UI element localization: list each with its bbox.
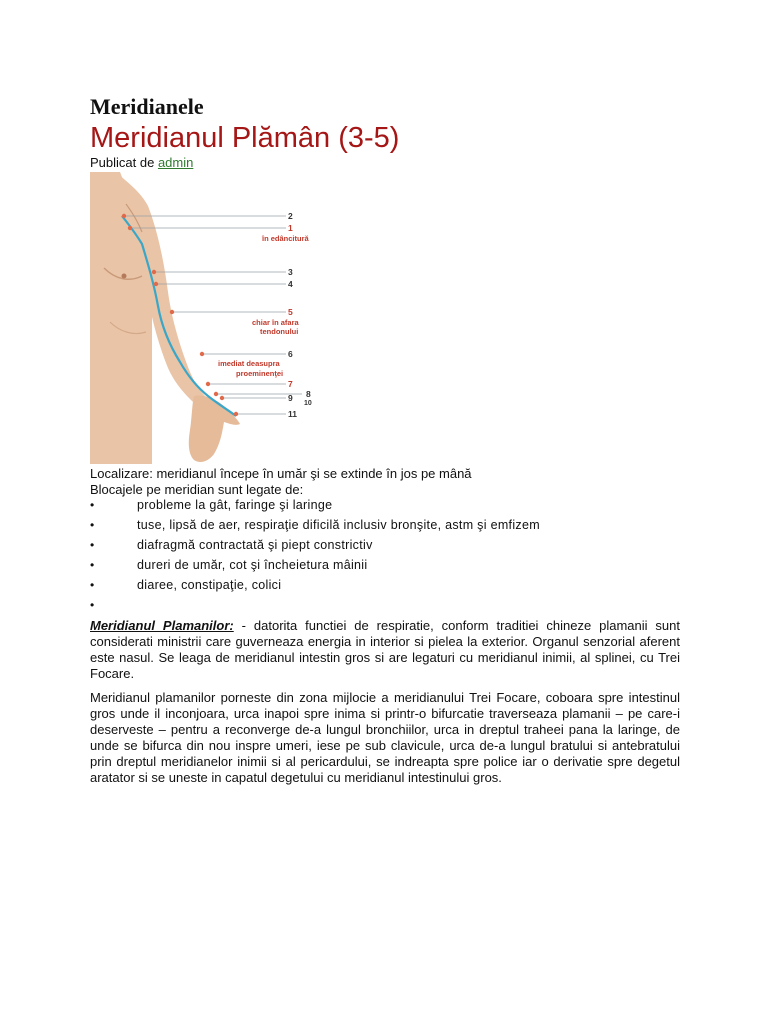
paragraph-lung-meridian bbox=[90, 618, 680, 682]
list-item bbox=[90, 538, 680, 558]
document-page bbox=[90, 94, 680, 786]
localization-text: Localizare: meridianul începe în umăr şi se extinde în jos pe mână bbox=[90, 466, 472, 481]
bullet-marker: • bbox=[90, 518, 95, 532]
list-item bbox=[90, 598, 680, 618]
label-4: 4 bbox=[288, 279, 293, 289]
label-proeminentei: proeminenţei bbox=[236, 369, 284, 378]
arm-diagram bbox=[90, 172, 315, 464]
nipple-mark bbox=[122, 274, 127, 279]
label-10: 10 bbox=[304, 400, 312, 407]
bullet-marker: • bbox=[90, 498, 95, 512]
blockage-list bbox=[90, 498, 680, 618]
bullet-marker: • bbox=[90, 538, 95, 552]
blockages-intro: Blocajele pe meridian sunt legate de: bbox=[90, 482, 304, 497]
list-item-text: diaree, constipaţie, colici bbox=[137, 578, 282, 592]
bullet-marker: • bbox=[90, 578, 95, 592]
bullet-marker: • bbox=[90, 598, 95, 612]
paragraph-body: - datorita functiei de respiratie, conform traditiei chineze plamanii sunt considerati ministrii care guverneaza energia in interior si pielea la exterior. Organul senzorial aferent este nasul. Se leaga de meridianul intestin gros si are legaturi cu meridianul inimii, al splinei, cu Trei Focare. bbox=[90, 618, 680, 681]
list-item-text: probleme la gât, faringe şi laringe bbox=[137, 498, 333, 512]
list-item-text: dureri de umăr, cot şi încheietura mâinii bbox=[137, 558, 368, 572]
label-7: 7 bbox=[288, 379, 293, 389]
lung-meridian-illustration bbox=[90, 172, 315, 464]
label-tendonului: tendonului bbox=[260, 327, 299, 336]
list-item-text: tuse, lipsă de aer, respiraţie dificilă inclusiv bronşite, astm şi emfizem bbox=[137, 518, 540, 532]
bullet-marker: • bbox=[90, 558, 95, 572]
label-1: 1 bbox=[288, 223, 293, 233]
label-2: 2 bbox=[288, 211, 293, 221]
list-item-text: diafragmă contractată şi piept constrictiv bbox=[137, 538, 373, 552]
list-item bbox=[90, 518, 680, 538]
paragraph-pathway: Meridianul plamanilor porneste din zona mijlocie a meridianului Trei Focare, coboara spre intestinul gros unde il inconjoara, urca inapoi spre inima si printr-o bifurcatie traverseaza plamanii – pe care-i deserveste – pentru a reconverge de-a lungul bronchiilor, urca in dreptul traheei pana la laringe, de unde se bifurca din nou inspre umeri, iese pe sub clavicule, urca de-a lungul bratului si antebratului prin dreptul meridianelor inimii si al pericardului, se indreapta spre police iar o derivatie spre degetul aratator si se uneste in capatul degetului cu meridianul intestinului gros. bbox=[90, 690, 680, 785]
byline bbox=[90, 155, 680, 171]
label-5: 5 bbox=[288, 307, 293, 317]
section-heading: Meridianele bbox=[90, 94, 204, 119]
label-chiar-in-afara: chiar în afara bbox=[252, 318, 299, 327]
label-6: 6 bbox=[288, 349, 293, 359]
byline-prefix: Publicat de bbox=[90, 155, 158, 170]
page-title: Meridianul Plămân (3-5) bbox=[90, 122, 400, 154]
label-in-edancitura: în edâncitură bbox=[262, 234, 309, 243]
label-3: 3 bbox=[288, 267, 293, 277]
label-imediat-deasupra: imediat deasupra bbox=[218, 359, 280, 368]
label-9: 9 bbox=[288, 393, 293, 403]
list-item bbox=[90, 578, 680, 598]
author-link[interactable]: admin bbox=[157, 155, 194, 170]
list-item bbox=[90, 558, 680, 578]
label-8: 8 bbox=[306, 389, 311, 399]
paragraph-lead: Meridianul Plamanilor: bbox=[90, 618, 234, 633]
label-11: 11 bbox=[288, 409, 297, 419]
list-item bbox=[90, 498, 680, 518]
